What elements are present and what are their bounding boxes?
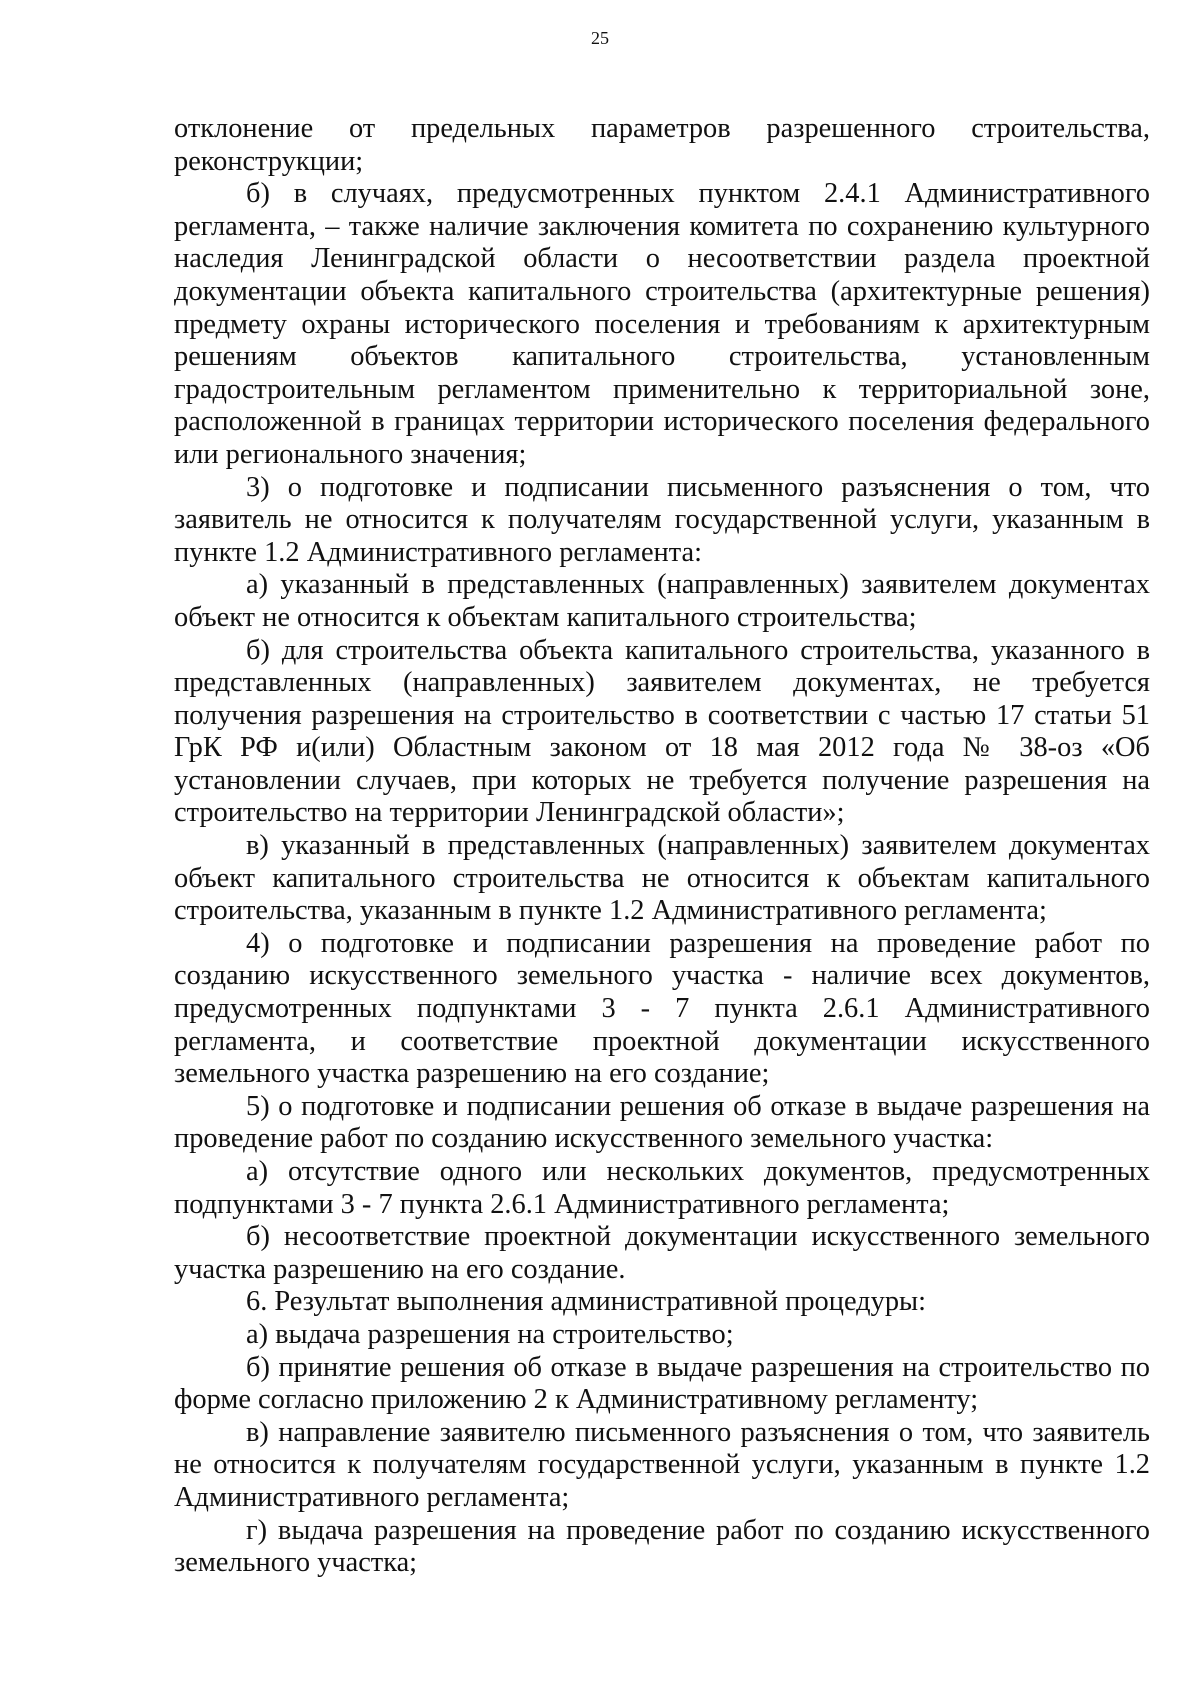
paragraph: а) выдача разрешения на строительство; bbox=[246, 1318, 734, 1350]
paragraph: б) для строительства объекта капитального строительства, указанного в представленных (направленных) заявителем документах, не требуется получения разрешения на строительство в соответствии с частью 17 статьи 51 ГрК РФ и(или) Областным законом от 18 мая 2012 года № 38-оз «Об установлении случаев, при которых не требуется получение разрешения на строительство на территории Ленинградской области»; bbox=[174, 634, 1150, 829]
page-number: 25 bbox=[591, 28, 609, 48]
paragraph: 5) о подготовке и подписании решения об отказе в выдаче разрешения на проведение работ по созданию искусственного земельного участка: bbox=[174, 1090, 1150, 1155]
paragraph: отклонение от предельных параметров разрешенного строительства, реконструкции; bbox=[174, 113, 1150, 177]
paragraph: 6. Результат выполнения административной процедуры: bbox=[246, 1286, 926, 1318]
paragraph: г) выдача разрешения на проведение работ по созданию искусственного земельного участка; bbox=[174, 1514, 1150, 1579]
paragraph: б) принятие решения об отказе в выдаче разрешения на строительство по форме согласно приложению 2 к Административному регламенту; bbox=[174, 1351, 1150, 1416]
paragraph: 4) о подготовке и подписании разрешения на проведение работ по созданию искусственного земельного участка - наличие всех документов, предусмотренных подпунктами 3 - 7 пункта 2.6.1 Административного регламента, и соответствие проектной документации искусственного земельного участка разрешению на его создание; bbox=[174, 927, 1150, 1090]
paragraph: а) отсутствие одного или нескольких документов, предусмотренных подпунктами 3 - 7 пункта 2.6.1 Административного регламента; bbox=[174, 1156, 1150, 1220]
paragraph: в) направление заявителю письменного разъяснения о том, что заявитель не относится к получателям государственной услуги, указанным в пункте 1.2 Административного регламента; bbox=[174, 1416, 1150, 1513]
document-body bbox=[174, 113, 1150, 1580]
paragraph: в) указанный в представленных (направленных) заявителем документах объект капитального строительства не относится к объектам капитального строительства, указанным в пункте 1.2 Административного регламента; bbox=[174, 830, 1150, 927]
paragraph: б) в случаях, предусмотренных пунктом 2.4.1 Административного регламента, – также наличие заключения комитета по сохранению культурного наследия Ленинградской области о несоответствии раздела проектной документации объекта капитального строительства (архитектурные решения) предмету охраны исторического поселения и требованиям к архитектурным решениям объектов капитального строительства, установленным градостроительным регламентом применительно к территориальной зоне, расположенной в границах территории исторического поселения федерального или регионального значения; bbox=[174, 178, 1150, 470]
paragraph: а) указанный в представленных (направленных) заявителем документах объект не относится к объектам капитального строительства; bbox=[174, 569, 1150, 633]
paragraph: б) несоответствие проектной документации искусственного земельного участка разрешению на его создание. bbox=[174, 1221, 1150, 1285]
paragraph: 3) о подготовке и подписании письменного разъяснения о том, что заявитель не относится к получателям государственной услуги, указанным в пункте 1.2 Административного регламента: bbox=[174, 471, 1150, 568]
